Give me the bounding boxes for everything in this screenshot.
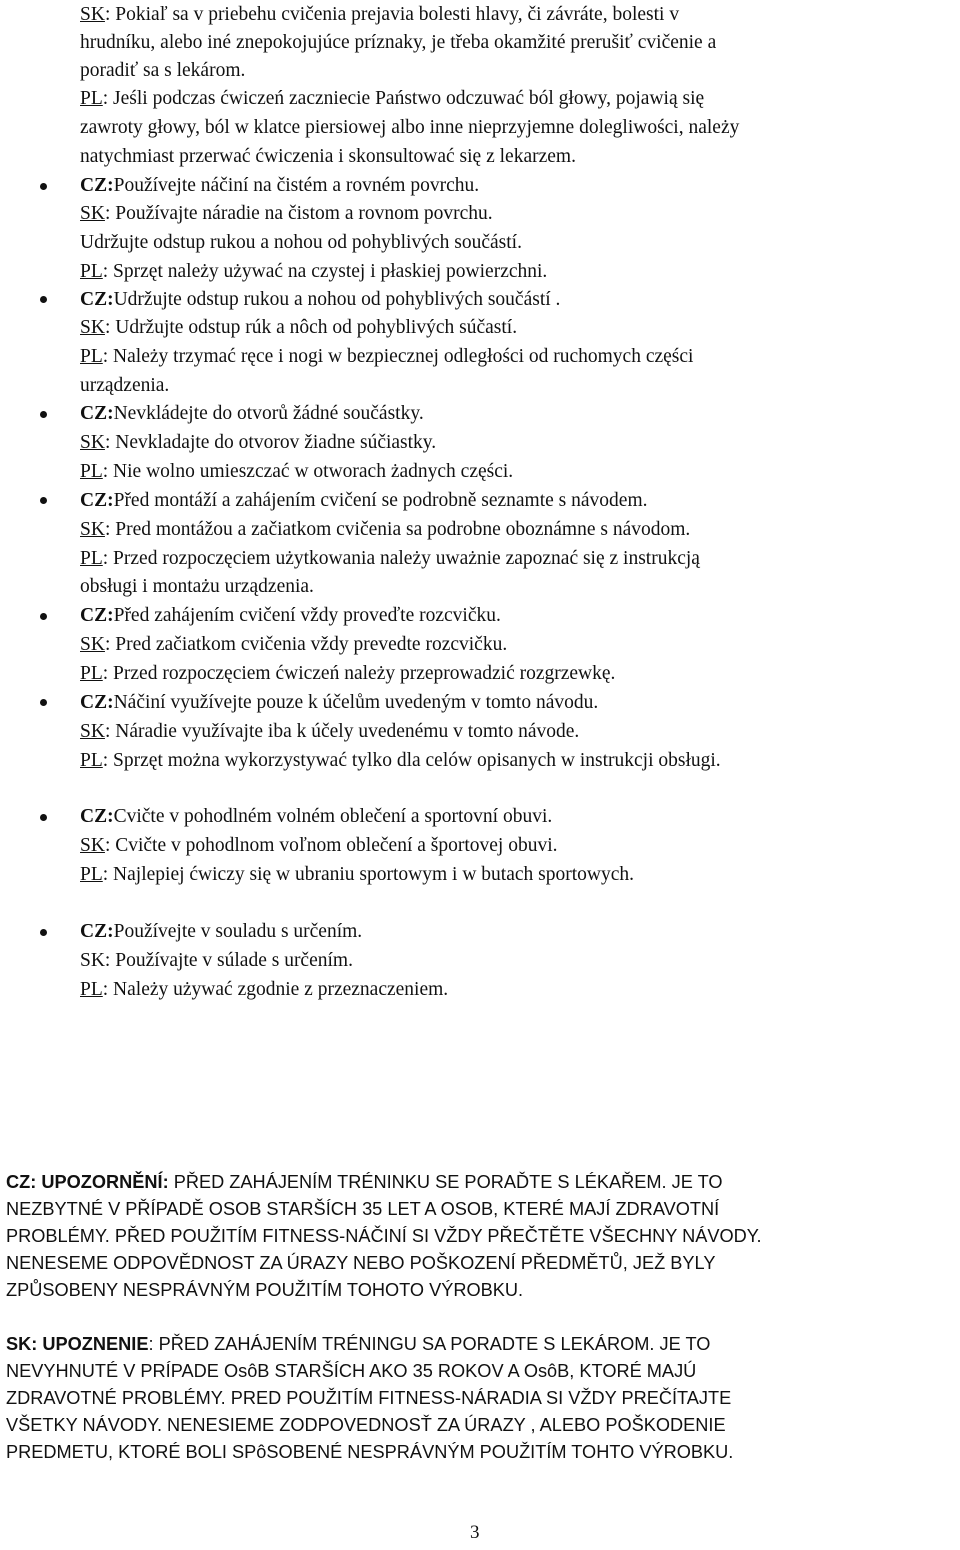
bullet-3-pl [80, 457, 513, 487]
bullet-4-pl-2: obsługi i montażu urządzenia. [80, 576, 314, 597]
text-segment: Před montáží a zahájením cvičení se podrobně seznamte s návodem. [113, 490, 648, 511]
text-segment: PL [80, 346, 103, 367]
text-segment: SK [80, 203, 105, 224]
text-segment: PL [80, 461, 103, 482]
text-segment: : Sprzęt można wykorzystywać tylko dla celów opisanych w instrukcji obsługi. [102, 750, 721, 771]
intro-pl-line-2: zawroty głowy, ból w klatce piersiowej albo inne nieprzyjemne dolegliwości, należy [80, 117, 740, 138]
intro-sk-line-1 [80, 0, 679, 30]
text-segment: Nevkládejte do otvorů žádné součástky. [113, 403, 424, 424]
intro-pl-line-1 [80, 84, 704, 114]
text-segment: : Pred začiatkom cvičenia vždy prevedte rozcvičku. [104, 634, 508, 655]
bullet-7-pl [80, 860, 634, 890]
text-segment: SK [80, 835, 105, 856]
bullet-7-cz [80, 802, 552, 832]
bullet-2-sk [80, 313, 517, 343]
language-label: CZ: [80, 692, 114, 713]
text-segment: SK [80, 317, 105, 338]
text-segment: Cvičte v pohodlném volném oblečení a sportovní obuvi. [113, 806, 553, 827]
bullet-8-cz [80, 917, 362, 947]
sk-label: SK [80, 4, 105, 25]
intro-sk-line-2: hrudníku, alebo iné znepokojujúce príznaky, je třeba okamžité prerušiť cvičenie a [80, 32, 717, 53]
bullet-2-pl-1 [80, 342, 693, 372]
intro-pl-line-3: natychmiast przerwać ćwiczenia i skonsultować się z lekarzem. [80, 146, 576, 167]
language-label: CZ: [80, 806, 114, 827]
language-label: CZ: [80, 605, 114, 626]
text-segment: SK [80, 634, 105, 655]
text-segment: Udržujte odstup rukou a nohou od pohyblivých součástí . [113, 289, 561, 310]
page-number: 3 [470, 1522, 480, 1543]
text-segment: : Používajte náradie na čistom a rovnom povrchu. [104, 203, 493, 224]
text-segment: : Nie wolno umieszczać w otworach żadnych części. [102, 461, 514, 482]
text-segment: : Najlepiej ćwiczy się w ubraniu sportowym i w butach sportowych. [102, 864, 635, 885]
bullet-5-sk [80, 630, 507, 660]
bullet-1-extra: Udržujte odstup rukou a nohou od pohyblivých součástí. [80, 232, 522, 253]
language-label: CZ: [80, 175, 114, 196]
sk-warning-line-1 [6, 1330, 710, 1358]
text-segment: PŘED ZAHÁJENÍM TRÉNINKU SE PORAĎTE S LÉKAŘEM. JE TO [168, 1172, 723, 1192]
text-segment: : Sprzęt należy używać na czystej i płaskiej powierzchni. [102, 261, 548, 282]
sk-warning-line-3: ZDRAVOTNÉ PROBLÉMY. PRED POUŽITÍM FITNESS-NÁRADIA SI VŽDY PREČÍTAJTE [6, 1388, 732, 1408]
bullet-5-cz [80, 601, 501, 631]
pl-label: PL [80, 88, 103, 109]
bullet-1-sk [80, 199, 493, 229]
text-segment: PL [80, 261, 103, 282]
bullet-8-pl [80, 975, 448, 1005]
text-segment: PL [80, 864, 103, 885]
text-segment: : Przed rozpoczęciem użytkowania należy uważnie zapoznać się z instrukcją [102, 548, 700, 569]
bullet-5-pl [80, 659, 615, 689]
text-segment: PL [80, 548, 103, 569]
text-segment: : Przed rozpoczęciem ćwiczeń należy przeprowadzić rozgrzewkę. [102, 663, 616, 684]
cz-warning-line-4: NENESEME ODPOVĚDNOST ZA ÚRAZY NEBO POŠKOZENÍ PŘEDMĚTŮ, JEŽ BYLY [6, 1253, 716, 1273]
cz-warning-line-2: NEZBYTNÉ V PŘÍPADĚ OSOB STARŠÍCH 35 LET A OSOB, KTERÉ MAJÍ ZDRAVOTNÍ [6, 1199, 720, 1219]
text-segment: : Jeśli podczas ćwiczeń zaczniecie Państwo odczuwać ból głowy, pojawią się [102, 88, 705, 109]
text-segment: : Należy trzymać ręce i nogi w bezpiecznej odległości od ruchomych części [102, 346, 694, 367]
language-label: SK: UPOZNENIE [6, 1334, 149, 1354]
text-segment: PL [80, 663, 103, 684]
bullet-4-pl-1 [80, 544, 700, 574]
language-label: CZ: [80, 289, 114, 310]
bullet-1-cz [80, 171, 479, 201]
text-segment: Používejte v souladu s určením. [113, 921, 363, 942]
bullet-2-pl-2: urządzenia. [80, 375, 170, 396]
text-segment: : PŘED ZAHÁJENÍM TRÉNINGU SA PORADTE S LEKÁROM. JE TO [148, 1334, 711, 1354]
bullet-3-sk [80, 428, 436, 458]
bullet-icon [40, 411, 47, 418]
text-segment: : Należy używać zgodnie z przeznaczeniem. [102, 979, 449, 1000]
bullet-icon [40, 497, 47, 504]
bullet-4-sk [80, 515, 690, 545]
bullet-4-cz [80, 486, 647, 516]
text-segment: SK [80, 721, 105, 742]
sk-warning-line-4: VŠETKY NÁVODY. NENESIEME ZODPOVEDNOSŤ ZA ÚRAZY , ALEBO POŠKODENIE [6, 1415, 726, 1435]
language-label: CZ: [80, 490, 114, 511]
bullet-icon [40, 814, 47, 821]
intro-sk-line-3: poradiť sa s lekárom. [80, 60, 246, 81]
language-label: CZ: [80, 403, 114, 424]
bullet-7-sk [80, 831, 558, 861]
text-segment: : Udržujte odstup rúk a nôch od pohyblivých súčastí. [104, 317, 518, 338]
bullet-icon [40, 183, 47, 190]
bullet-icon [40, 613, 47, 620]
bullet-8-sk: SK: Používajte v súlade s určením. [80, 950, 353, 971]
sk-warning-line-2: NEVYHNUTÉ V PRÍPADE OsôB STARŠÍCH AKO 35 ROKOV A OsôB, KTORÉ MAJÚ [6, 1361, 697, 1381]
text-segment: PL [80, 750, 103, 771]
bullet-6-cz [80, 688, 598, 718]
bullet-2-cz [80, 285, 560, 315]
text-segment: : Náradie využívajte iba k účely uvedenému v tomto návode. [104, 721, 580, 742]
bullet-icon [40, 699, 47, 706]
bullet-3-cz [80, 399, 424, 429]
bullet-icon [40, 296, 47, 303]
text-segment: Náčiní využívejte pouze k účelům uvedeným v tomto návodu. [113, 692, 599, 713]
text-segment: SK [80, 432, 105, 453]
cz-warning-line-3: PROBLÉMY. PŘED POUŽITÍM FITNESS-NÁČINÍ SI VŽDY PŘEČTĚTE VŠECHNY NÁVODY. [6, 1226, 762, 1246]
text-segment: : Pred montážou a začiatkom cvičenia sa podrobne oboznámne s návodom. [104, 519, 691, 540]
bullet-1-pl [80, 257, 547, 287]
bullet-6-sk [80, 717, 579, 747]
text-segment: SK [80, 519, 105, 540]
text-segment: : Nevkladajte do otvorov žiadne súčiastky. [104, 432, 437, 453]
text-segment: : Pokiaľ sa v priebehu cvičenia prejavia bolesti hlavy, či závráte, bolesti v [104, 4, 680, 25]
text-segment: Před zahájením cvičení vždy proveďte rozcvičku. [113, 605, 501, 626]
bullet-6-pl [80, 746, 721, 776]
sk-warning-line-5: PREDMETU, KTORÉ BOLI SPôSOBENÉ NESPRÁVNÝM POUŽITÍM TOHTO VÝROBKU. [6, 1442, 734, 1462]
text-segment: PL [80, 979, 103, 1000]
cz-warning-line-5: ZPŮSOBENY NESPRÁVNÝM POUŽITÍM TOHOTO VÝROBKU. [6, 1280, 524, 1300]
bullet-icon [40, 929, 47, 936]
language-label: CZ: UPOZORNĚNÍ: [6, 1172, 169, 1192]
cz-warning-line-1 [6, 1168, 723, 1196]
text-segment: Používejte náčiní na čistém a rovném povrchu. [113, 175, 480, 196]
text-segment: : Cvičte v pohodlnom voľnom oblečení a športovej obuvi. [104, 835, 558, 856]
language-label: CZ: [80, 921, 114, 942]
